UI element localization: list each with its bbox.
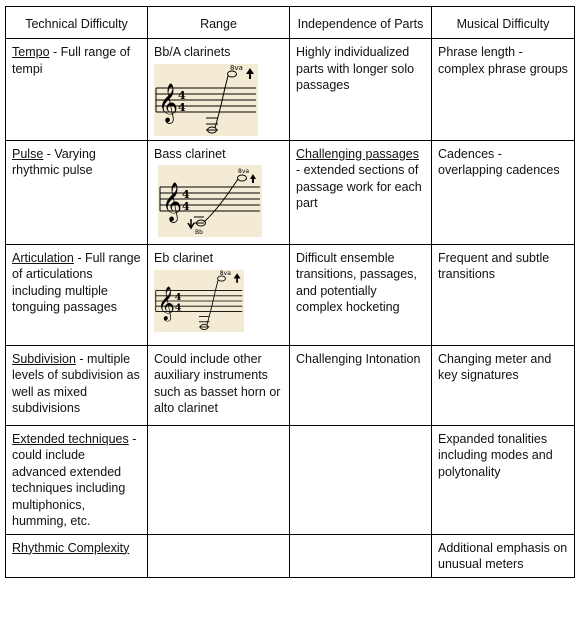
tech-desc: - multiple levels of subdivision as well as mixed subdivisions — [12, 351, 140, 415]
independence-cell — [290, 140, 432, 244]
tech-term: Tempo — [12, 45, 50, 59]
range-cell — [148, 140, 290, 244]
tech-cell — [6, 244, 148, 345]
tech-cell — [6, 345, 148, 425]
header-independence-of-parts: Independence of Parts — [290, 7, 432, 39]
tech-desc: - could include advanced extended techniques including multiphonics, humming, etc. — [12, 431, 137, 528]
independence-term: Challenging passages — [296, 146, 420, 161]
octave-mark: 8va — [219, 270, 231, 278]
independence-cell — [290, 425, 432, 534]
range-cell — [148, 425, 290, 534]
treble-clef-icon: 𝄞 — [158, 82, 179, 123]
independence-cell — [290, 534, 432, 577]
musical-cell: Additional emphasis on unusual meters — [432, 534, 575, 577]
eb-clarinet-range-staff-image — [154, 269, 244, 333]
independence-cell — [290, 345, 432, 425]
tech-term: Extended techniques — [12, 431, 129, 446]
tech-term: Pulse — [12, 146, 44, 161]
musical-cell: Expanded tonalities including modes and polytonality — [432, 425, 575, 534]
range-cell — [148, 39, 290, 141]
tech-cell — [6, 534, 148, 577]
musical-cell: Frequent and subtle transitions — [432, 244, 575, 345]
range-label: Bb/A clarinets — [154, 45, 231, 59]
low-note-label: Bb — [195, 229, 203, 236]
independence-desc: - extended sections of passage work for each part — [296, 163, 422, 210]
treble-clef-icon: 𝄞 — [157, 286, 175, 321]
table-row — [6, 244, 575, 345]
tech-cell — [6, 140, 148, 244]
musical-cell: Cadences - overlapping cadences — [432, 140, 575, 244]
independence-cell — [290, 39, 432, 141]
independence-cell — [290, 244, 432, 345]
range-cell — [148, 244, 290, 345]
range-cell: Could include other auxiliary instruments such as basset horn or alto clarinet — [148, 345, 290, 425]
header-range: Range — [148, 7, 290, 39]
header-musical-difficulty: Musical Difficulty — [432, 7, 575, 39]
musical-cell: Phrase length - complex phrase groups — [432, 39, 575, 141]
table-row — [6, 39, 575, 141]
tech-term: Articulation — [12, 250, 74, 265]
musical-cell: Changing meter and key signatures — [432, 345, 575, 425]
tech-term: Rhythmic Complexity — [12, 540, 130, 555]
tech-term: Subdivision — [12, 351, 76, 366]
range-label: Eb clarinet — [154, 250, 214, 265]
octave-mark: 8va — [238, 168, 250, 175]
header-row — [6, 7, 575, 39]
tech-desc: - Varying rhythmic pulse — [12, 146, 96, 177]
independence-desc: Difficult ensemble transitions, passages, and potentially complex hocketing — [296, 250, 417, 314]
header-technical-difficulty: Technical Difficulty — [6, 7, 148, 39]
time-signature-bottom: 4 — [178, 100, 186, 114]
clarinet-range-staff-image — [154, 64, 258, 136]
table-row — [6, 425, 575, 534]
time-signature-bottom: 4 — [182, 200, 190, 213]
tech-cell — [6, 425, 148, 534]
time-signature-top: 4 — [182, 188, 190, 201]
tech-cell — [6, 39, 148, 141]
time-signature-top: 4 — [178, 88, 186, 102]
range-cell — [148, 534, 290, 577]
tech-desc: - Full range of tempi — [12, 45, 131, 76]
independence-desc: Challenging Intonation — [296, 351, 421, 366]
range-label: Bass clarinet — [154, 146, 226, 161]
table-row — [6, 140, 575, 244]
independence-desc: Highly individualized parts with longer solo passages — [296, 45, 415, 92]
bass-clarinet-range-staff-image — [154, 165, 266, 237]
clarinet-difficulty-table — [5, 6, 575, 578]
treble-clef-icon: 𝄞 — [162, 182, 183, 222]
time-signature-top: 4 — [174, 292, 182, 304]
table-row — [6, 534, 575, 577]
table-row — [6, 345, 575, 425]
tech-desc: - Full range of articulations including multiple tonguing passages — [12, 250, 141, 314]
time-signature-bottom: 4 — [174, 302, 182, 314]
octave-mark: 8va — [230, 63, 243, 72]
